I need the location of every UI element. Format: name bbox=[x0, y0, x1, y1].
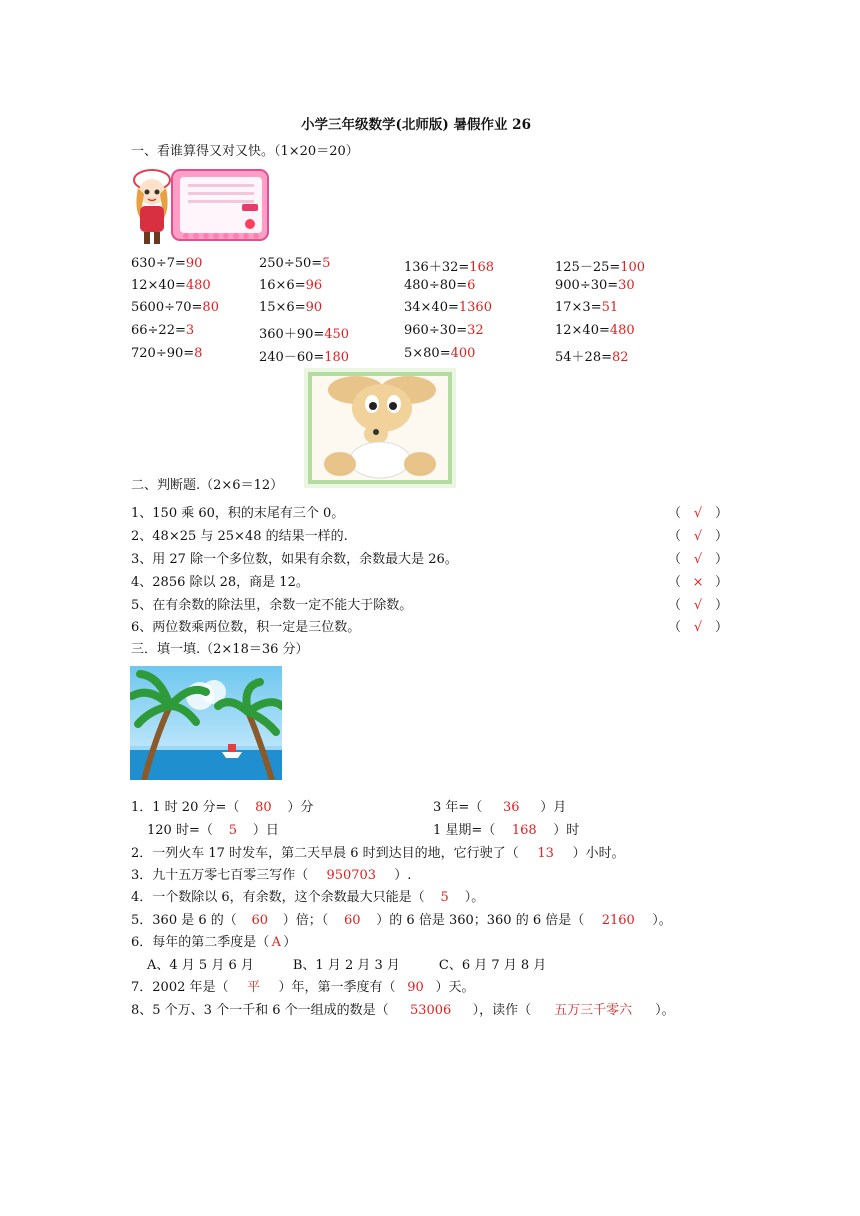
calc-item bbox=[555, 300, 618, 315]
calc-question: 136＋32= bbox=[404, 260, 470, 275]
calc-answer: 30 bbox=[618, 278, 635, 293]
judge-statement: 1、150 乘 60，积的末尾有三个 0。 bbox=[131, 506, 345, 521]
calc-answer: 180 bbox=[324, 350, 350, 365]
calc-item bbox=[555, 278, 635, 293]
calc-item bbox=[131, 256, 202, 271]
judge-statement: 3、用 27 除一个多位数，如果有余数，余数最大是 26。 bbox=[131, 552, 458, 567]
calc-item bbox=[259, 256, 330, 271]
q8: 8、5 个万、3 个一千和 6 个一组成的数是（ 53006 ），读作（ 五万三千零六 ）。 bbox=[131, 1003, 675, 1018]
calc-question: 240－60= bbox=[259, 350, 325, 365]
calc-item bbox=[259, 346, 349, 365]
calc-question: 15×6= bbox=[259, 300, 306, 315]
judge-mark: √ bbox=[693, 529, 703, 544]
judge-mark: × bbox=[692, 575, 704, 590]
calc-answer: 90 bbox=[305, 300, 323, 315]
calc-answer: 82 bbox=[611, 350, 629, 365]
q6: 6．每年的第二季度是（ A ） bbox=[131, 935, 297, 950]
q4: 4．一个数除以 6，有余数，这个余数最大只能是（ 5 ）。 bbox=[131, 890, 485, 905]
calc-question: 630÷7= bbox=[131, 256, 186, 271]
calc-answer: 51 bbox=[601, 300, 619, 315]
calc-answer: 6 bbox=[467, 278, 476, 293]
judge-answer-box: （ × ） bbox=[668, 575, 729, 590]
calc-answer: 480 bbox=[609, 323, 635, 338]
calc-question: 12×40= bbox=[555, 323, 610, 338]
calc-answer: 100 bbox=[620, 260, 646, 275]
calc-question: 250÷50= bbox=[259, 256, 323, 271]
calc-answer: 450 bbox=[324, 327, 350, 342]
calc-answer: 5 bbox=[322, 256, 331, 271]
calc-question: 720÷90= bbox=[131, 346, 195, 361]
calc-item bbox=[259, 323, 349, 342]
judge-statement: 2、48×25 与 25×48 的结果一样的. bbox=[131, 529, 348, 544]
calc-item bbox=[555, 323, 635, 338]
calc-item bbox=[131, 323, 194, 338]
q5: 5．360 是 6 的（ 60 ）倍；（ 60 ）的 6 倍是 360；360 的 6 倍是（ 2160 ）。 bbox=[131, 913, 672, 928]
judge-answer-box: （ √ ） bbox=[668, 620, 729, 635]
calc-item bbox=[131, 300, 219, 315]
calc-question: 900÷30= bbox=[555, 278, 619, 293]
calc-answer: 96 bbox=[305, 278, 323, 293]
q6-options: A、4 月 5 月 6 月 B、1 月 2 月 3 月 C、6 月 7 月 8 月 bbox=[147, 958, 547, 973]
judge-answer-box: （ √ ） bbox=[668, 529, 729, 544]
judge-mark: √ bbox=[693, 598, 703, 613]
cartoon-bunny-image bbox=[304, 368, 456, 488]
calc-answer: 32 bbox=[467, 323, 484, 338]
calc-answer: 480 bbox=[185, 278, 211, 293]
calc-answer: 90 bbox=[185, 256, 203, 271]
calc-item bbox=[404, 278, 475, 293]
page-title: 小学三年级数学(北师版) 暑假作业 26 bbox=[301, 117, 531, 133]
judge-answer-box: （ √ ） bbox=[668, 598, 729, 613]
calc-item bbox=[555, 346, 629, 365]
calc-question: 54＋28= bbox=[555, 350, 612, 365]
calc-question: 34×40= bbox=[404, 300, 459, 315]
calc-item bbox=[404, 323, 484, 338]
q1a: 1．1 时 20 分=（ 80 ）分 bbox=[131, 800, 314, 815]
q1c: 120 时=（ 5 ）日 bbox=[147, 823, 279, 838]
calc-item bbox=[259, 278, 322, 293]
palm-beach-scene-image bbox=[130, 666, 282, 780]
judge-answer-box: （ √ ） bbox=[668, 552, 729, 567]
calc-item bbox=[404, 256, 494, 275]
calc-answer: 3 bbox=[185, 323, 195, 338]
calc-question: 5600÷70= bbox=[131, 300, 203, 315]
calc-question: 16×6= bbox=[259, 278, 306, 293]
judge-mark: √ bbox=[693, 620, 703, 635]
calc-item bbox=[555, 256, 645, 275]
calc-answer: 168 bbox=[469, 260, 495, 275]
calc-question: 12×40= bbox=[131, 278, 186, 293]
q1b: 3 年=（ 36 ）月 bbox=[433, 800, 567, 815]
calc-item bbox=[131, 278, 211, 293]
calc-question: 960÷30= bbox=[404, 323, 468, 338]
calc-item bbox=[131, 346, 202, 361]
calc-answer: 80 bbox=[202, 300, 219, 315]
section3-heading: 三．填一填.（2×18＝36 分） bbox=[131, 642, 309, 657]
q3: 3．九十五万零七百零三写作（ 950703 ）. bbox=[131, 868, 412, 883]
cartoon-girl-banner-image bbox=[130, 164, 272, 248]
calc-answer: 1360 bbox=[458, 300, 492, 315]
calc-answer: 400 bbox=[450, 346, 476, 361]
judge-statement: 5、在有余数的除法里，余数一定不能大于除数。 bbox=[131, 598, 413, 613]
judge-statement: 4、2856 除以 28，商是 12。 bbox=[131, 575, 309, 590]
judge-answer-box: （ √ ） bbox=[668, 506, 729, 521]
q1d: 1 星期=（ 168 ）时 bbox=[433, 823, 580, 838]
calc-question: 17×3= bbox=[555, 300, 602, 315]
judge-statement: 6、两位数乘两位数，积一定是三位数。 bbox=[131, 620, 361, 635]
calc-question: 5×80= bbox=[404, 346, 451, 361]
calc-question: 480÷80= bbox=[404, 278, 468, 293]
calc-question: 66÷22= bbox=[131, 323, 186, 338]
calc-question: 125－25= bbox=[555, 260, 621, 275]
calc-item bbox=[404, 346, 475, 361]
judge-mark: √ bbox=[693, 506, 703, 521]
calc-answer: 8 bbox=[194, 346, 203, 361]
calc-item bbox=[404, 300, 492, 315]
judge-mark: √ bbox=[693, 552, 703, 567]
calc-question: 360＋90= bbox=[259, 327, 325, 342]
q7: 7．2002 年是（ 平 ）年，第一季度有（ 90 ）天。 bbox=[131, 980, 475, 995]
calc-item bbox=[259, 300, 322, 315]
section2-heading: 二、判断题.（2×6＝12） bbox=[131, 478, 284, 493]
section1-heading: 一、看谁算得又对又快。（1×20＝20） bbox=[131, 144, 359, 159]
q2: 2．一列火车 17 时发车，第二天早晨 6 时到达目的地，它行驶了（ 13 ）小时。 bbox=[131, 846, 625, 861]
